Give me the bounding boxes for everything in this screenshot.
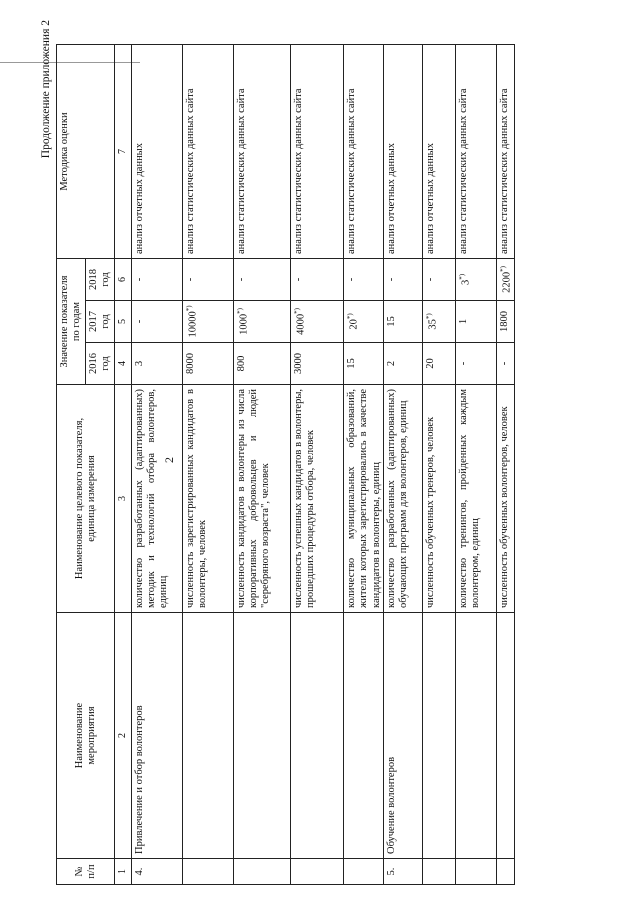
col-number: 2 xyxy=(115,613,132,859)
table-row xyxy=(422,45,456,885)
header-values-text: Значение показателя по годам xyxy=(59,275,83,368)
row-number-text: 5. xyxy=(385,867,397,876)
col-number: 3 xyxy=(115,385,132,613)
event-name xyxy=(344,613,383,859)
row-number xyxy=(422,859,456,885)
value-2018 xyxy=(131,259,182,301)
header-2018-text: 2018 год xyxy=(88,269,112,290)
continuation-note: Продолжение приложения 2 xyxy=(40,20,52,159)
value-2016-text: 2 xyxy=(385,360,397,367)
value-2018 xyxy=(456,259,497,301)
footnote-mark: *) xyxy=(184,305,193,312)
table-row xyxy=(383,45,422,885)
method-text: анализ статистических данных сайта xyxy=(184,88,196,254)
value-2017 xyxy=(291,301,344,343)
event-name xyxy=(383,613,422,859)
value-2016 xyxy=(344,343,383,385)
value-2018-text: 2200 xyxy=(501,271,513,293)
value-2018-text: - xyxy=(133,277,145,282)
value-2018-text: - xyxy=(184,277,196,282)
value-2017-text: 1000 xyxy=(238,313,250,335)
value-2016 xyxy=(182,343,233,385)
indicator-name-text: численность обученных волонтеров, человек xyxy=(499,406,511,608)
value-2016 xyxy=(497,343,515,385)
value-2017-text: 35 xyxy=(427,319,439,330)
value-2016-text: - xyxy=(458,361,470,366)
footnote-mark: *) xyxy=(424,313,433,320)
column-numbers-row xyxy=(115,45,132,885)
value-2017 xyxy=(182,301,233,343)
header-values-group xyxy=(57,259,86,385)
method-text: анализ статистических данных сайта xyxy=(499,88,511,254)
value-2018-text: - xyxy=(346,277,358,282)
table-body xyxy=(131,45,514,885)
event-name xyxy=(456,613,497,859)
value-2016-text: 3 xyxy=(133,360,145,367)
table-row xyxy=(456,45,497,885)
value-2016 xyxy=(291,343,344,385)
value-2016 xyxy=(131,343,182,385)
indicator-name-text: численность обученных тренеров, человек xyxy=(424,416,436,608)
event-name xyxy=(291,613,344,859)
method-text: анализ статистических данных сайта xyxy=(236,88,248,254)
value-2017 xyxy=(344,301,383,343)
header-indicator-text: Наименование целевого показателя, единица измерения xyxy=(73,417,97,580)
value-2018-text: - xyxy=(424,277,436,282)
row-number xyxy=(182,859,233,885)
header-num xyxy=(57,859,115,885)
row-number xyxy=(497,859,515,885)
row-number xyxy=(131,859,182,885)
footnote-mark: *) xyxy=(236,308,245,314)
value-2016 xyxy=(456,343,497,385)
table-row xyxy=(497,45,515,885)
value-2016-text: 8000 xyxy=(184,353,196,374)
value-2016 xyxy=(422,343,456,385)
event-name-text: Обучение волонтеров xyxy=(385,756,397,854)
event-name-text: Привлечение и отбор волонтеров xyxy=(133,705,145,854)
table-row xyxy=(234,45,291,885)
method-text: анализ отчетных данных xyxy=(385,143,397,254)
value-2017-text: 1 xyxy=(458,318,470,325)
footnote-mark: *) xyxy=(293,308,302,314)
header-2017-text: 2017 год xyxy=(88,311,112,332)
value-2018-text: - xyxy=(236,277,248,282)
indicator-name xyxy=(383,385,422,613)
indicator-name xyxy=(344,385,383,613)
col-number: 5 xyxy=(115,301,132,343)
indicator-name xyxy=(182,385,233,613)
value-2017-text: 1800 xyxy=(499,311,511,332)
event-name xyxy=(234,613,291,859)
row-number-text: 4. xyxy=(133,867,145,876)
col-number: 7 xyxy=(115,45,132,259)
table-row xyxy=(344,45,383,885)
indicator-name-text: количество тренингов, пройденных каждым волонтером, единиц xyxy=(458,389,482,608)
header-event-text: Наименование мероприятия xyxy=(73,702,97,769)
page-number: 2 xyxy=(162,457,176,463)
indicator-name xyxy=(291,385,344,613)
indicator-name xyxy=(234,385,291,613)
header-method-text: Методика оценки xyxy=(59,112,70,191)
value-2018-text: 3 xyxy=(460,279,472,286)
header-method xyxy=(57,45,115,259)
row-number xyxy=(291,859,344,885)
method xyxy=(291,45,344,259)
value-2018-text: - xyxy=(385,277,397,282)
value-2016-text: 15 xyxy=(346,358,358,369)
indicator-name xyxy=(456,385,497,613)
footnote-mark: *) xyxy=(458,273,467,280)
indicator-name xyxy=(422,385,456,613)
header-2016-text: 2016 год xyxy=(88,353,112,374)
value-2018 xyxy=(497,259,515,301)
table-row xyxy=(182,45,233,885)
indicator-name-text: численность зарегистрированных кандидатов в волонтеры, человек xyxy=(184,389,208,608)
row-number xyxy=(383,859,422,885)
indicators-table xyxy=(56,44,515,885)
value-2018 xyxy=(344,259,383,301)
value-2017-text: 15 xyxy=(385,316,397,327)
method-text: анализ статистических данных сайта xyxy=(293,88,305,254)
header-indicator xyxy=(57,385,115,613)
header-2018 xyxy=(86,259,115,301)
value-2017-text: - xyxy=(133,319,145,324)
value-2017 xyxy=(497,301,515,343)
footnote-mark: *) xyxy=(499,266,508,272)
value-2017 xyxy=(234,301,291,343)
value-2018 xyxy=(182,259,233,301)
value-2017-text: 10000 xyxy=(187,311,199,338)
method xyxy=(234,45,291,259)
value-2018-text: - xyxy=(293,277,305,282)
col-number: 6 xyxy=(115,259,132,301)
indicator-name-text: количество разработанных (адаптированных) обучающих программ для волонтеров, единиц xyxy=(385,389,409,608)
value-2018 xyxy=(422,259,456,301)
row-number xyxy=(456,859,497,885)
event-name xyxy=(497,613,515,859)
method xyxy=(497,45,515,259)
value-2016-text: - xyxy=(499,361,511,366)
method xyxy=(182,45,233,259)
method xyxy=(344,45,383,259)
event-name xyxy=(422,613,456,859)
col-number: 1 xyxy=(115,859,132,885)
method xyxy=(131,45,182,259)
method xyxy=(456,45,497,259)
value-2017 xyxy=(422,301,456,343)
indicator-name xyxy=(497,385,515,613)
event-name xyxy=(182,613,233,859)
method-text: анализ статистических данных сайта xyxy=(346,88,358,254)
footnote-mark: *) xyxy=(346,313,355,320)
header-event xyxy=(57,613,115,859)
value-2016-text: 800 xyxy=(236,355,248,372)
value-2017-text: 20 xyxy=(348,319,360,330)
method-text: анализ статистических данных сайта xyxy=(458,88,470,254)
value-2017 xyxy=(456,301,497,343)
value-2017 xyxy=(383,301,422,343)
table-row xyxy=(131,45,182,885)
header-2017 xyxy=(86,301,115,343)
method-text: анализ отчетных данных xyxy=(133,143,145,254)
method-text: анализ отчетных данных xyxy=(424,143,436,254)
event-name xyxy=(131,613,182,859)
value-2018 xyxy=(291,259,344,301)
value-2016 xyxy=(234,343,291,385)
value-2018 xyxy=(383,259,422,301)
value-2016-text: 3000 xyxy=(293,353,305,374)
value-2017-text: 4000 xyxy=(295,313,307,335)
header-2016 xyxy=(86,343,115,385)
indicator-name-text: количество разработанных (адаптированных) методик и технологий отбора волонтеров, единиц xyxy=(133,389,169,608)
indicator-name-text: численность кандидатов в волонтеры из числа корпоративных добровольцев и людей "серебряного возраста", человек xyxy=(236,389,272,608)
row-number xyxy=(234,859,291,885)
indicator-name-text: количество муниципальных образований, жители которых зарегистрировались в качестве кандидатов в волонтеры, единиц xyxy=(346,389,382,608)
value-2017 xyxy=(131,301,182,343)
row-number xyxy=(344,859,383,885)
table-row xyxy=(291,45,344,885)
col-number: 4 xyxy=(115,343,132,385)
value-2016 xyxy=(383,343,422,385)
method xyxy=(422,45,456,259)
value-2016-text: 20 xyxy=(424,358,436,369)
indicator-name-text: численность успешных кандидатов в волонтеры, прошедших процедуры отбора, человек xyxy=(293,389,317,608)
indicator-name xyxy=(131,385,182,613)
value-2018 xyxy=(234,259,291,301)
method xyxy=(383,45,422,259)
header-num-text: № п/п xyxy=(73,864,97,879)
